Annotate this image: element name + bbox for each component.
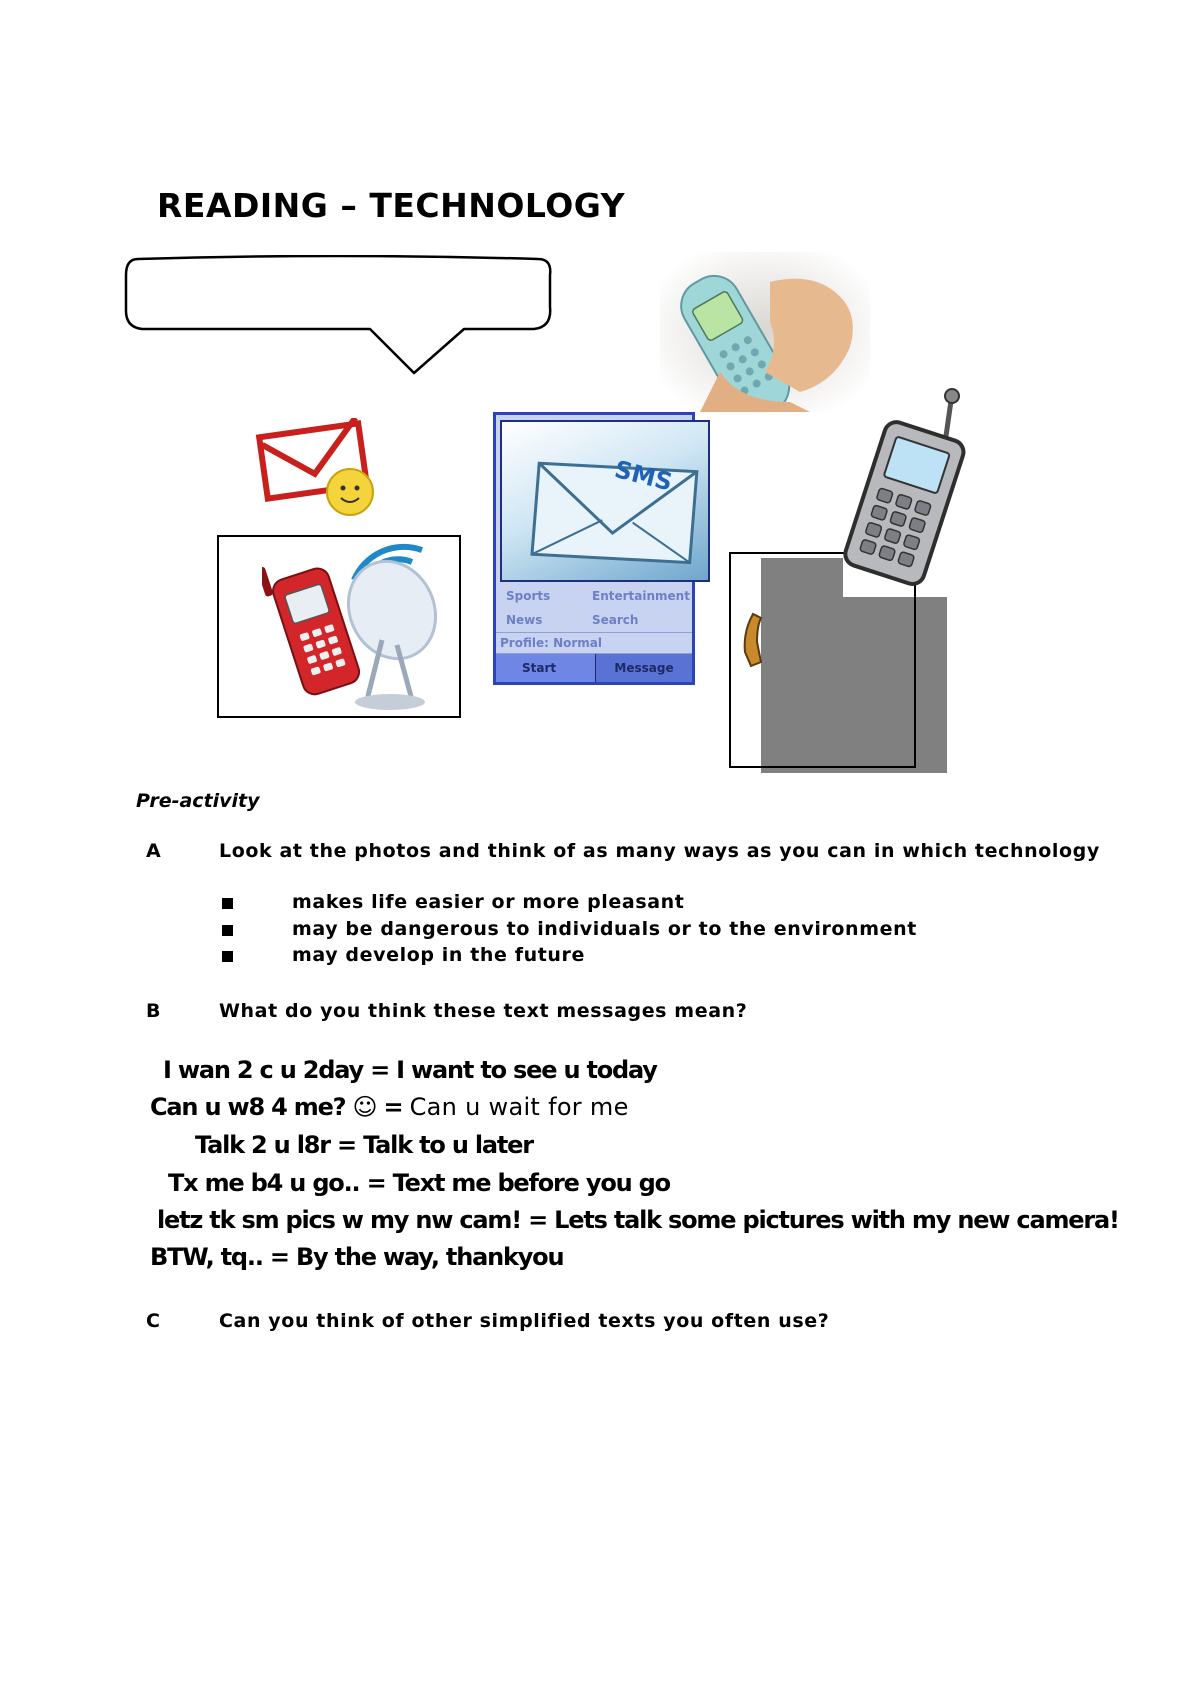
menu-item-entertainment: Entertainment	[592, 589, 690, 603]
bullet-icon	[222, 898, 233, 909]
text-message-line: Talk 2 u l8r = Talk to u later	[195, 1131, 533, 1159]
page-title: READING – TECHNOLOGY	[157, 186, 626, 225]
gray-cellphone-image	[840, 388, 970, 588]
question-c-text: Can you think of other simplified texts you often use?	[219, 1310, 830, 1332]
menu-item-news: News	[506, 613, 543, 627]
sms-envelope-image	[500, 420, 710, 582]
text-message-line: Tx me b4 u go.. = Text me before you go	[168, 1169, 670, 1197]
sms-profile-label: Profile: Normal	[496, 632, 692, 654]
sms-menu-row	[496, 585, 692, 607]
message-button-label: Message	[614, 661, 674, 675]
question-b-letter: B	[146, 1000, 161, 1022]
bullet-item: may be dangerous to individuals or to the environment	[292, 918, 917, 940]
bullet-icon	[222, 925, 233, 936]
email-envelope-smiley-image	[255, 418, 385, 523]
bullet-item: may develop in the future	[292, 944, 585, 966]
menu-item-search: Search	[592, 613, 639, 627]
sms-logo-text: SMS	[611, 455, 676, 497]
speech-bubble	[124, 255, 554, 380]
question-c-letter: C	[146, 1310, 160, 1332]
start-button-label: Start	[496, 654, 596, 682]
text-message-meaning: Can u wait for me	[409, 1093, 629, 1121]
sms-menu-row	[496, 609, 692, 631]
question-a-text: Look at the photos and think of as many ways as you can in which technology	[219, 840, 1100, 862]
pre-activity-heading: Pre-activity	[136, 790, 260, 812]
partial-object-image	[739, 612, 763, 668]
question-b-text: What do you think these text messages mean?	[219, 1000, 748, 1022]
text-message-line: letz tk sm pics w my nw cam! = Lets talk some pictures with my new camera!	[157, 1206, 1119, 1234]
text-message-line: BTW, tq.. = By the way, thankyou	[150, 1243, 564, 1271]
hand-texting-phone-image	[660, 252, 870, 412]
text-message-line	[150, 1093, 629, 1121]
question-a-letter: A	[146, 840, 161, 862]
sms-envelope-icon	[502, 422, 708, 580]
red-phone-satellite-image	[262, 540, 462, 715]
bullet-icon	[222, 951, 233, 962]
bullet-item: makes life easier or more pleasant	[292, 891, 685, 913]
text-message-line: I wan 2 c u 2day = I want to see u today	[163, 1056, 657, 1084]
text-message-abbrev: Can u w8 4 me? ☺ =	[150, 1093, 410, 1121]
sms-taskbar	[496, 654, 692, 682]
menu-item-sports: Sports	[506, 589, 551, 603]
